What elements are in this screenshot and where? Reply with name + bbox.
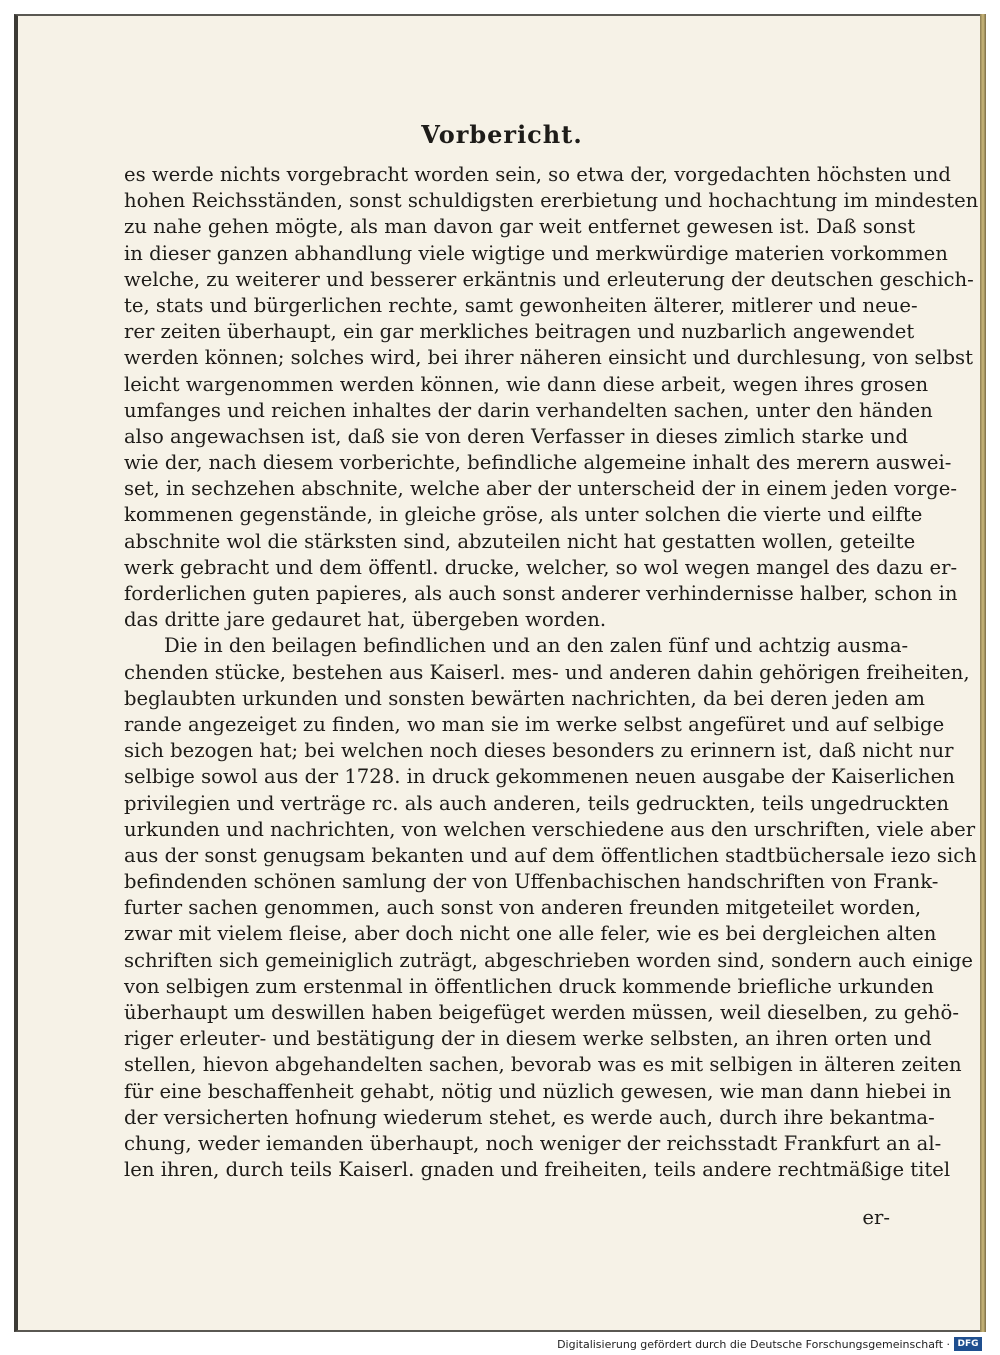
text-line: es werde nichts vorgebracht worden sein, so etwa der, vorgedachten höchsten und bbox=[124, 163, 951, 186]
text-line: zu nahe gehen mögte, als man davon gar weit entfernet gewesen ist. Daß sonst bbox=[124, 215, 916, 239]
text-line: überhaupt um deswillen haben beigefüget werden müssen, weil dieselben, zu gehö- bbox=[124, 1001, 959, 1024]
body-text bbox=[124, 162, 979, 1183]
text-line: abschnite wol die stärksten sind, abzuteilen nicht hat gestatten wollen, geteilte bbox=[124, 529, 916, 553]
text-line: der versicherten hofnung wiederum stehet, es werde auch, durch ihre bekantma- bbox=[124, 1105, 935, 1129]
text-line: privilegien und verträge rc. als auch anderen, teils gedruckten, teils ungedruckten bbox=[124, 791, 950, 815]
footer-credit: Digitalisierung gefördert durch die Deutsche Forschungsgemeinschaft · bbox=[557, 1337, 950, 1351]
text-line: aus der sonst genugsam bekanten und auf dem öffentlichen stadtbüchersale iezo sich bbox=[124, 843, 977, 867]
text-line: rer zeiten überhaupt, ein gar merkliches beitragen und nuzbarlich angewendet bbox=[124, 320, 915, 344]
text-line: werk gebracht und dem öffentl. drucke, welcher, so wol wegen mangel des dazu er- bbox=[124, 555, 958, 579]
text-line: beglaubten urkunden und sonsten bewärten nachrichten, da bei deren jeden am bbox=[124, 686, 925, 710]
page-edge bbox=[980, 14, 986, 1332]
text-line: urkunden und nachrichten, von welchen verschiedene aus den urschriften, viele aber bbox=[124, 817, 976, 841]
text-line: hohen Reichsständen, sonst schuldigsten ererbietung und hochachtung im mindesten bbox=[124, 189, 979, 213]
dfg-logo-icon: DFG bbox=[954, 1337, 982, 1351]
text-line: von selbigen zum erstenmal in öffentlichen druck kommende briefliche urkunden bbox=[124, 974, 934, 998]
text-line: kommenen gegenstände, in gleiche gröse, als unter solchen die vierte und eilfte bbox=[124, 503, 923, 527]
text-line: te, stats und bürgerlichen rechte, samt gewonheiten älterer, mitlerer und neue- bbox=[124, 293, 918, 317]
text-line: furter sachen genommen, auch sonst von anderen freunden mitgeteilet worden, bbox=[124, 896, 922, 920]
text-line: selbige sowol aus der 1728. in druck gekommenen neuen ausgabe der Kaiserlichen bbox=[124, 765, 955, 789]
text-line: in dieser ganzen abhandlung viele wigtige und merkwürdige materien vorkommen bbox=[124, 241, 948, 265]
text-line: riger erleuter- und bestätigung der in diesem werke selbsten, an ihren orten und bbox=[124, 1027, 932, 1051]
text-line: set, in sechzehen abschnite, welche aber der unterscheid der in einem jeden vorge- bbox=[124, 477, 957, 501]
text-line: sich bezogen hat; bei welchen noch dieses besonders zu erinnern ist, daß nicht nur bbox=[124, 739, 954, 763]
text-line: zwar mit vielem fleise, aber doch nicht one alle feler, wie es bei dergleichen alten bbox=[124, 922, 937, 946]
text-line: befindenden schönen samlung der von Uffenbachischen handschriften von Frank- bbox=[124, 870, 939, 894]
text-line: Die in den beilagen befindlichen und an den zalen fünf und achtzig ausma- bbox=[164, 634, 909, 658]
catchword: er- bbox=[862, 1206, 890, 1229]
running-head: Vorbericht. bbox=[421, 120, 583, 149]
text-line: leicht wargenommen werden können, wie dann diese arbeit, wegen ihres grosen bbox=[124, 372, 929, 396]
text-line: chung, weder iemanden überhaupt, noch weniger der reichsstadt Frankfurt an al- bbox=[124, 1131, 942, 1155]
text-line: umfanges und reichen inhaltes der darin verhandelten sachen, unter den händen bbox=[124, 398, 933, 422]
text-line: stellen, hievon abgehandelten sachen, bevorab was es mit selbigen in älteren zeiten bbox=[124, 1053, 962, 1077]
text-line: werden können; solches wird, bei ihrer näheren einsicht und durchlesung, von selbst bbox=[124, 346, 973, 370]
text-line: wie der, nach diesem vorberichte, befindliche algemeine inhalt des merern auswei- bbox=[124, 451, 952, 475]
text-line: forderlichen guten papieres, als auch sonst anderer verhindernisse halber, schon in bbox=[124, 582, 958, 605]
text-line: welche, zu weiterer und besserer erkäntnis und erleuterung der deutschen geschich- bbox=[124, 267, 974, 291]
text-line: also angewachsen ist, daß sie von deren Verfasser in dieses zimlich starke und bbox=[124, 424, 908, 448]
digitization-footer bbox=[557, 1337, 982, 1351]
scanned-page bbox=[14, 14, 982, 1332]
text-line: chenden stücke, bestehen aus Kaiserl. mes- und anderen dahin gehörigen freiheiten, bbox=[124, 660, 970, 684]
text-line: schriften sich gemeiniglich zuträgt, abgeschrieben worden sind, sondern auch einige bbox=[124, 948, 974, 972]
text-line: len ihren, durch teils Kaiserl. gnaden und freiheiten, teils andere rechtmäßige titel bbox=[124, 1158, 951, 1182]
text-line: für eine beschaffenheit gehabt, nötig und nüzlich gewesen, wie man dann hiebei in bbox=[124, 1079, 952, 1103]
text-line: das dritte jare gedauret hat, übergeben worden. bbox=[124, 608, 607, 632]
text-line: rande angezeiget zu finden, wo man sie im werke selbst angefüret und auf selbige bbox=[124, 712, 945, 736]
